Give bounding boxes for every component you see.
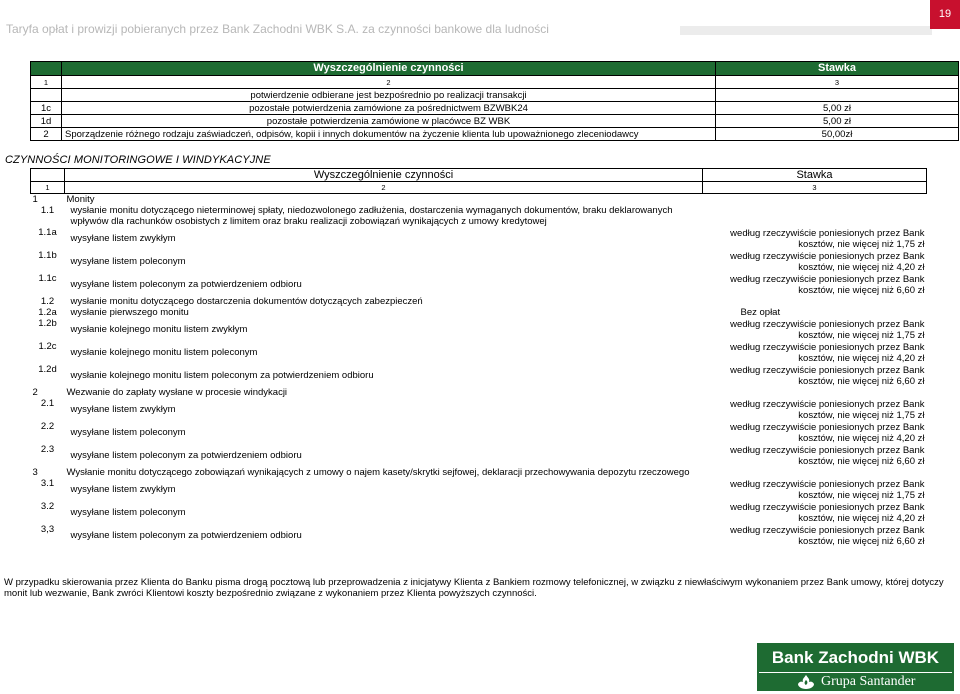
bank-logo (757, 643, 954, 691)
rate-line-1: według rzeczywiście poniesionych przez Bank (730, 341, 925, 353)
row-rate (703, 273, 927, 296)
row-description: wysyłane listem zwykłym (70, 233, 176, 244)
row-number: 1.1a (38, 227, 57, 238)
row-number: 2.1 (40, 398, 55, 409)
page-number: 19 (930, 0, 960, 29)
rate-line-2: kosztów, nie więcej niż 1,75 zł (798, 329, 925, 341)
rate-line-1: według rzeczywiście poniesionych przez Bank (730, 398, 925, 410)
row-description: wysłanie monitu dotyczącego dostarczenia dokumentów dotyczących zabezpieczeń (70, 296, 423, 307)
row-number: 2 (31, 128, 62, 141)
table-row (31, 296, 927, 307)
row-rate (703, 341, 927, 364)
row-number: 1.2a (38, 307, 57, 318)
table-row (31, 194, 927, 206)
rate-line-1: według rzeczywiście poniesionych przez Bank (730, 273, 925, 285)
row-number: 2 (32, 387, 38, 398)
column-number-row (31, 182, 927, 194)
logo-group-name: Grupa Santander (821, 674, 916, 689)
table-row (31, 102, 959, 115)
santander-flame-icon (797, 675, 815, 689)
col-num-3: 3 (703, 182, 927, 194)
col-num-2: 2 (62, 76, 716, 89)
table-row (31, 227, 927, 250)
rate-line-1: według rzeczywiście poniesionych przez Bank (730, 364, 925, 376)
row-description: wysłanie kolejnego monitu listem poleconym za potwierdzeniem odbioru (70, 370, 374, 381)
row-rate (703, 524, 927, 547)
table-row (31, 501, 927, 524)
row-rate (703, 398, 927, 421)
row-rate: Bez opłat (740, 307, 781, 318)
rate-line-1: według rzeczywiście poniesionych przez Bank (730, 444, 925, 456)
row-description: wysyłane listem zwykłym (70, 484, 176, 495)
column-header-spec: Wyszczególnienie czynności (65, 169, 703, 182)
col-num-1: 1 (31, 182, 65, 194)
row-number: 1.1b (38, 250, 57, 261)
row-number: 2.3 (40, 444, 55, 455)
table-row (31, 89, 959, 102)
rate-line-2: kosztów, nie więcej niż 1,75 zł (798, 489, 925, 501)
row-description: pozostałe potwierdzenia zamówione za pośrednictwem BZWBK24 (62, 102, 716, 115)
row-description: wysłanie pierwszego monitu (70, 307, 189, 318)
table-row (31, 364, 927, 387)
row-rate: 5,00 zł (716, 115, 959, 128)
table-row (31, 478, 927, 501)
rate-line-1: według rzeczywiście poniesionych przez Bank (730, 524, 925, 536)
column-header-rate: Stawka (703, 169, 927, 182)
section-title: CZYNNOŚCI MONITORINGOWE I WINDYKACYJNE (5, 154, 271, 166)
header-bar (680, 26, 932, 35)
row-description: wysyłane listem zwykłym (70, 404, 176, 415)
table-row (31, 444, 927, 467)
rate-line-2: kosztów, nie więcej niż 6,60 zł (798, 375, 925, 387)
row-description: wysłanie monitu dotyczącego nieterminowej spłaty, niedozwolonego zadłużenia, dostarczenia wymaganych dokumentów, braku deklarowanych wpływów dla rachunków osobistych z limitem oraz braku realizacji zobowiązań wynikających z umowy kredytowej (70, 205, 673, 227)
row-description: wysyłane listem poleconym (70, 256, 186, 267)
table-row (31, 307, 927, 318)
row-description: Wysłanie monitu dotyczącego zobowiązań wynikających z umowy o najem kasety/skrytki sejfowej, deklaracji przechowywania depozytu rzeczowego (66, 467, 690, 478)
row-rate: 5,00 zł (716, 102, 959, 115)
col-num-1: 1 (31, 76, 62, 89)
table-row (31, 250, 927, 273)
column-header-rate: Stawka (716, 62, 959, 76)
fees-table-1 (30, 61, 959, 141)
col-num-3: 3 (716, 76, 959, 89)
row-number: 1.1c (38, 273, 57, 284)
rate-line-1: według rzeczywiście poniesionych przez Bank (730, 478, 925, 490)
table-row (31, 421, 927, 444)
table-row (31, 318, 927, 341)
logo-divider (759, 672, 952, 673)
table-row (31, 341, 927, 364)
row-rate (703, 364, 927, 387)
row-number: 1.2c (38, 341, 57, 352)
table-row (31, 398, 927, 421)
rate-line-2: kosztów, nie więcej niż 1,75 zł (798, 238, 925, 250)
col-num-2: 2 (65, 182, 703, 194)
row-description: pozostałe potwierdzenia zamówione w placówce BZ WBK (62, 115, 716, 128)
rate-line-1: według rzeczywiście poniesionych przez Bank (730, 318, 925, 330)
row-rate (703, 501, 927, 524)
row-description: Wezwanie do zapłaty wysłane w procesie windykacji (66, 387, 288, 398)
row-description: wysyłane listem poleconym (70, 507, 186, 518)
rate-line-1: według rzeczywiście poniesionych przez Bank (730, 501, 925, 513)
rate-line-2: kosztów, nie więcej niż 1,75 zł (798, 409, 925, 421)
row-number: 3.2 (40, 501, 55, 512)
table-header-row (31, 62, 959, 76)
row-description: Sporządzenie różnego rodzaju zaświadczeń, odpisów, kopii i innych dokumentów na życzenie klienta lub upoważnionego zleceniodawcy (62, 128, 716, 141)
table-row (31, 128, 959, 141)
row-number: 1.2b (38, 318, 57, 329)
table-row (31, 115, 959, 128)
table-row (31, 273, 927, 296)
rate-line-1: według rzeczywiście poniesionych przez Bank (730, 421, 925, 433)
page-header (0, 0, 960, 38)
row-number: 3 (32, 467, 38, 478)
rate-line-2: kosztów, nie więcej niż 4,20 zł (798, 432, 925, 444)
row-number (31, 89, 62, 102)
footer-note: W przypadku skierowania przez Klienta do Banku pisma drogą pocztową lub przeprowadzenia z inicjatywy Klienta z Bankiem rozmowy telefonicznej, w związku z niewłaściwym wykonaniem przez Bank umowy, której dotyczy monit lub wezwanie, Bank zwróci Klientowi koszty bezpośrednio związane z wykonaniem przez Klienta powyższych czynności. (4, 577, 944, 599)
row-number: 3.1 (40, 478, 55, 489)
row-description: Monity (66, 194, 95, 205)
rate-line-2: kosztów, nie więcej niż 4,20 zł (798, 352, 925, 364)
table-row (31, 387, 927, 398)
table-row (31, 205, 927, 227)
row-number: 1d (31, 115, 62, 128)
rate-line-1: według rzeczywiście poniesionych przez Bank (730, 250, 925, 262)
row-description: wysyłane listem poleconym za potwierdzeniem odbioru (70, 530, 302, 541)
row-description: wysyłane listem poleconym (70, 427, 186, 438)
rate-line-2: kosztów, nie więcej niż 4,20 zł (798, 261, 925, 273)
header-title: Taryfa opłat i prowizji pobieranych przez Bank Zachodni WBK S.A. za czynności bankowe dla ludności (6, 22, 549, 36)
row-description: wysłanie kolejnego monitu listem zwykłym (70, 324, 248, 335)
row-rate (703, 444, 927, 467)
row-rate (703, 421, 927, 444)
row-number: 1 (32, 194, 38, 205)
row-rate (703, 227, 927, 250)
row-description: wysłanie kolejnego monitu listem poleconym (70, 347, 258, 358)
row-number: 2.2 (40, 421, 55, 432)
table-row (31, 467, 927, 478)
row-number: 1.2 (40, 296, 55, 307)
row-rate (703, 250, 927, 273)
logo-bank-name: Bank Zachodni WBK (771, 648, 940, 667)
table-header-row (31, 169, 927, 182)
row-rate (716, 89, 959, 102)
rate-line-2: kosztów, nie więcej niż 4,20 zł (798, 512, 925, 524)
row-rate (703, 478, 927, 501)
row-number: 3,3 (40, 524, 55, 535)
row-description: wysyłane listem poleconym za potwierdzeniem odbioru (70, 279, 302, 290)
rate-line-2: kosztów, nie więcej niż 6,60 zł (798, 455, 925, 467)
table-row (31, 524, 927, 547)
row-number: 1c (31, 102, 62, 115)
rate-line-2: kosztów, nie więcej niż 6,60 zł (798, 535, 925, 547)
rate-line-1: według rzeczywiście poniesionych przez Bank (730, 227, 925, 239)
row-number: 1.2d (38, 364, 57, 375)
column-number-row (31, 76, 959, 89)
rate-line-2: kosztów, nie więcej niż 6,60 zł (798, 284, 925, 296)
column-header-spec: Wyszczególnienie czynności (62, 62, 716, 76)
row-rate: 50,00zł (716, 128, 959, 141)
fees-table-monitoring (30, 168, 927, 547)
row-description: wysyłane listem poleconym za potwierdzeniem odbioru (70, 450, 302, 461)
row-rate (703, 318, 927, 341)
row-number: 1.1 (40, 205, 55, 216)
row-description: potwierdzenie odbierane jest bezpośrednio po realizacji transakcji (62, 89, 716, 102)
